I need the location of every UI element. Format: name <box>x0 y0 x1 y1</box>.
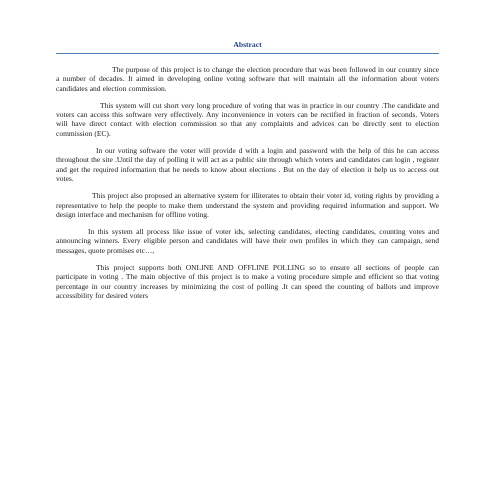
paragraph-system-overview: This system will cut short very long procedure of voting that was in practice in our country .The candidate and voters can access this software very effectively. Any inconvenience in voters can be rectified in fraction of seconds. Voters will have direct contact with election commission so that any complaints and advices can be directly sent to election commission (EC). <box>56 100 439 138</box>
paragraph-objective: This project supports both ONLINE AND OFFLINE POLLING so to ensure all sections of people can participate in voting . The main objective of this project is to make a voting procedure simple and efficient so that voting percentage in our country increases by minimizing the cost of polling .It can speed the counting of ballots and improve accessibility for desired voters <box>56 263 439 300</box>
paragraph-purpose: The purpose of this project is to change the election procedure that was been followed in our country since a number of decades. It aimed in developing online voting software that will maintain all the information about voters candidates and election commission. <box>56 65 439 93</box>
document-title: Abstract <box>233 40 262 49</box>
paragraph-illiterates: This project also proposed an alternative system for illiterates to obtain their voter id, voting rights by providing a representative to help the people to make them understand the system and providing required information and support. We design interface and mechanism for offline voting. <box>56 191 439 219</box>
paragraph-login: In our voting software the voter will provide d with a login and password with the help of this he can access throughout the site .Until the day of polling it will act as a public site through which voters and candidates can login , register and get the required information that he needs to know about elections . But on the day of election it help us to access out votes. <box>56 146 439 183</box>
document-page <box>56 40 439 308</box>
paragraph-process: In this system all process like issue of voter ids, selecting candidates, electing candidates, counting votes and announcing winners. Every eligible person and candidates will have their own profiles in which they can campaign, send messages, quote promises etc…, <box>56 227 439 255</box>
title-divider <box>56 53 439 54</box>
